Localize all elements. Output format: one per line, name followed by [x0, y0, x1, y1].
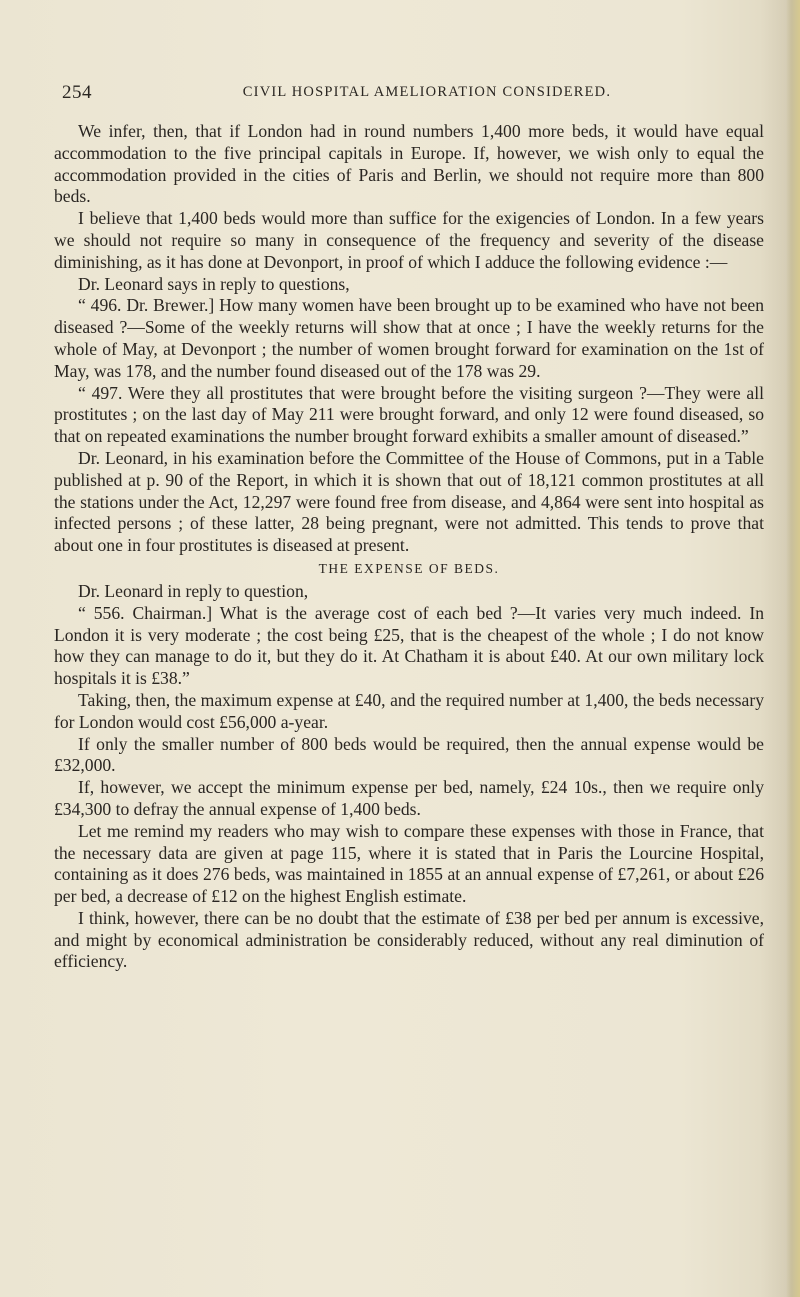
- paragraph: We infer, then, that if London had in round numbers 1,400 more beds, it would have equal accommodation to the five principal capitals in Europe. If, however, we wish only to equal the accommodation provided in the cities of Paris and Berlin, we should not require more than 800 beds.: [54, 121, 764, 207]
- paragraph: If only the smaller number of 800 beds would be required, then the annual expense would be £32,000.: [54, 733, 764, 776]
- page-number: 254: [62, 82, 92, 103]
- quoted-evidence: “ 556. Chairman.] What is the average cost of each bed ?—It varies very much indeed. In London it is very moderate ; the cost being £25, that is the cheapest of the whole ; I do not know how they can manage to do it, but they do it. At Chatham it is about £40. At our own military lock hospitals it is £38.”: [54, 602, 764, 689]
- page-header: [62, 82, 752, 108]
- paragraph: Taking, then, the maximum expense at £40, and the required number at 1,400, the beds necessary for London would cost £56,000 a-year.: [54, 689, 764, 732]
- section-heading: THE EXPENSE OF BEDS.: [318, 560, 500, 576]
- paragraph: I think, however, there can be no doubt that the estimate of £38 per bed per annum is excessive, and might by economical administration be considerably reduced, without any real diminution of efficiency.: [54, 907, 764, 972]
- paragraph: Dr. Leonard, in his examination before the Committee of the House of Commons, put in a Table published at p. 90 of the Report, in which it is shown that out of 18,121 common prostitutes at all the stations under the Act, 12,297 were found free from disease, and 4,864 were sent into hospital as infected persons ; of these latter, 28 being pregnant, were not admitted. This tends to prove that about one in four prostitutes is diseased at present.: [54, 447, 764, 556]
- running-head: CIVIL HOSPITAL AMELIORATION CONSIDERED.: [242, 84, 612, 100]
- page-edge: [786, 0, 800, 1297]
- quoted-evidence: “ 497. Were they all prostitutes that were brought before the visiting surgeon ?—They were all prostitutes ; on the last day of May 211 were brought forward, and only 12 were found diseased, so that on repeated examinations the number brought forward exhibits a smaller amount of diseased.”: [54, 382, 764, 447]
- paragraph: Dr. Leonard in reply to question,: [78, 580, 309, 601]
- quoted-evidence: “ 496. Dr. Brewer.] How many women have been brought up to be examined who have not been diseased ?—Some of the weekly returns will show that at once ; I have the weekly returns for the whole of May, at Devonport ; the number of women brought forward for examination on the 1st of May, was 178, and the number found diseased out of the 178 was 29.: [54, 295, 764, 381]
- page-body: [54, 121, 764, 973]
- paragraph: Let me remind my readers who may wish to compare these expenses with those in France, that the necessary data are given at page 115, where it is stated that in Paris the Lourcine Hospital, containing as it does 276 beds, was maintained in 1855 at an annual expense of £7,261, or about £26 per bed, a decrease of £12 on the highest English estimate.: [54, 820, 764, 907]
- paragraph: If, however, we accept the minimum expense per bed, namely, £24 10s., then we require only £34,300 to defray the annual expense of 1,400 beds.: [54, 777, 764, 819]
- paragraph: I believe that 1,400 beds would more than suffice for the exigencies of London. In a few years we should not require so many in consequence of the frequency and severity of the disease diminishing, as it has done at Devonport, in proof of which I adduce the following evidence :—: [54, 208, 764, 272]
- paragraph: Dr. Leonard says in reply to questions,: [78, 273, 350, 294]
